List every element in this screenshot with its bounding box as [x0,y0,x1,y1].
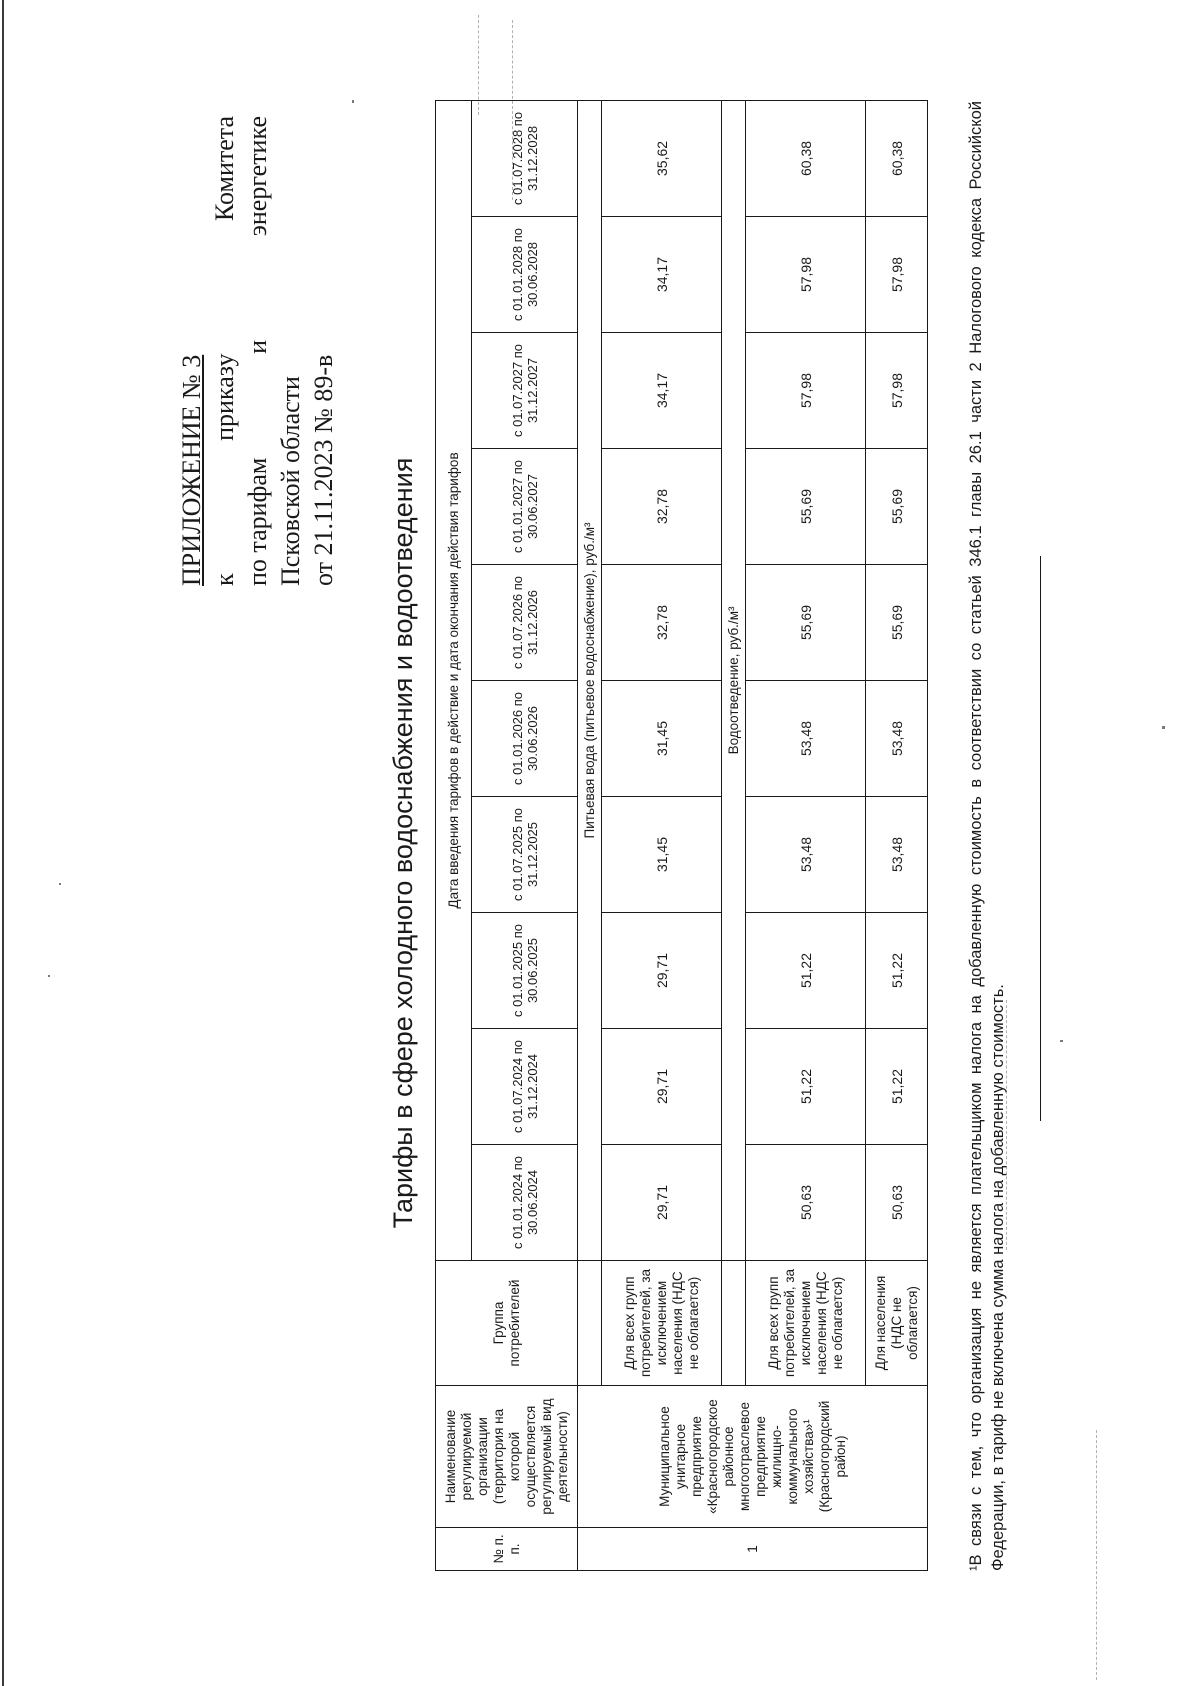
period-header: с 01.07.2027 по 31.12.2027 [472,333,578,449]
period-header: с 01.01.2026 по 30.06.2026 [472,681,578,797]
tariff-value: 57,98 [866,333,928,449]
tariff-value: 35,62 [602,100,722,216]
spacer-cell [578,1261,602,1386]
separator-line [1040,556,1041,1121]
header-dates: Дата введения тарифов в действие и дата окончания действия тарифов [436,100,472,1260]
tariff-value: 50,63 [866,1145,928,1261]
spacer-cell [722,1261,746,1386]
tariff-value: 31,45 [602,681,722,797]
tariff-value: 53,48 [746,681,866,797]
tariff-value: 29,71 [602,913,722,1029]
tariff-value: 55,69 [746,565,866,681]
tariff-value: 32,78 [602,565,722,681]
period-header: с 01.07.2026 по 31.12.2026 [472,565,578,681]
tariff-value: 29,71 [602,1029,722,1145]
row-number: 1 [578,1528,928,1571]
tariff-value: 51,22 [866,1029,928,1145]
table-row [602,100,722,1570]
tariff-value: 60,38 [866,100,928,216]
period-header: с 01.01.2024 по 30.06.2024 [472,1145,578,1261]
appendix-number: ПРИЛОЖЕНИЕ № 3 [177,354,206,586]
appendix-date: от 21.11.2023 № 89-в [309,354,338,586]
consumer-group: Для всех групп потребителей, за исключением населения (НДС не облагается) [602,1261,722,1386]
tariff-value: 57,98 [866,217,928,333]
period-header: с 01.01.2025 по 30.06.2025 [472,913,578,1029]
appendix-line-3: по тарифам и энергетике [243,116,272,586]
footnote: ¹В связи с тем, что организация не является плательщиком налога на добавленную стоимость в соответствии со статьей 346.1 главы 26.1 части 2 Налогового кодекса Российской Федерации, в тариф не включена сумма налога на добавленную стоимость. [967,101,1007,1571]
table-row [866,100,928,1570]
tariff-value: 51,22 [866,913,928,1029]
tariff-value: 60,38 [746,100,866,216]
tariff-value: 57,98 [746,217,866,333]
tariff-value: 53,48 [746,797,866,913]
header-number: № п. п. [436,1528,578,1571]
tariff-value: 29,71 [602,1145,722,1261]
period-header: с 01.01.2028 по 30.06.2028 [472,217,578,333]
table-row [746,100,866,1570]
tariff-value: 34,17 [602,333,722,449]
consumer-group: Для всех групп потребителей, за исключением населения (НДС не облагается) [746,1261,866,1386]
tariff-value: 53,48 [866,797,928,913]
period-header: с 01.01.2027 по 30.06.2027 [472,449,578,565]
period-header: с 01.07.2025 по 31.12.2025 [472,797,578,913]
tariff-value: 55,69 [866,449,928,565]
period-header: с 01.07.2024 по 31.12.2024 [472,1029,578,1145]
appendix-header [175,116,340,586]
section-sewerage: Водоотведение, руб./м³ [722,100,746,1260]
section-drinking-water: Питьевая вода (питьевое водоснабжение), руб./м³ [578,100,602,1260]
document-title: Тарифы в сфере холодного водоснабжения и водоотведения [388,457,418,1229]
header-organization: Наименование регулируемой организации (территория на которой осуществляется регулируемый вид деятельности) [436,1386,578,1528]
tariff-value: 51,22 [746,913,866,1029]
organization-name: Муниципальное унитарное предприятие «Красногородское районное многоотраслевое предприятие жилищно-коммунального хозяйства»¹ (Красногородский район) [578,1386,928,1528]
header-consumer-group: Группа потребителей [436,1261,578,1386]
tariff-value: 51,22 [746,1029,866,1145]
tariff-value: 53,48 [866,681,928,797]
tariff-value: 50,63 [746,1145,866,1261]
appendix-line-4: Псковской области [276,376,305,586]
tariff-value: 34,17 [602,217,722,333]
tariff-value: 55,69 [866,565,928,681]
period-header: с 01.07.2028 по 31.12.2028 [472,100,578,216]
consumer-group: Для населения (НДС не облагается) [866,1261,928,1386]
tariff-value: 32,78 [602,449,722,565]
appendix-line-2: к приказу Комитета [210,116,239,586]
tariff-value: 55,69 [746,449,866,565]
tariff-value: 57,98 [746,333,866,449]
tariff-table [435,100,928,1571]
tariff-value: 31,45 [602,797,722,913]
